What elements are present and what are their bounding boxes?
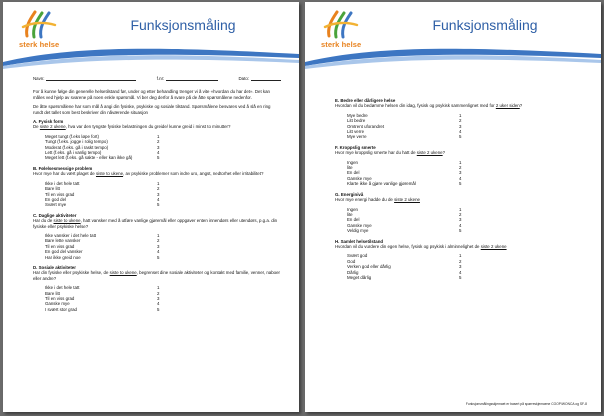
answer-option-number[interactable]: 4 [459, 222, 462, 228]
answer-option-number[interactable]: 2 [459, 165, 462, 171]
answer-option-number[interactable]: 5 [157, 155, 160, 161]
answer-option-number[interactable]: 1 [157, 180, 160, 186]
answer-option-label: Tungt (f.eks. jogge i rolig tempo) [45, 139, 108, 145]
answer-option[interactable] [45, 255, 281, 260]
logo-mark-icon [21, 10, 57, 40]
answer-option-number[interactable]: 2 [459, 258, 462, 264]
answer-options [347, 113, 583, 140]
answer-option-label: I svært stor grad [45, 306, 77, 312]
question-text-start: Hvordan vil du vurdere din egen helse, fysisk og psykisk i alminnelighet de [335, 243, 481, 249]
question-text-start: Har din fysiske eller psykiske helse, de [33, 270, 110, 276]
answer-option[interactable] [45, 155, 281, 160]
question-title: E. Bedre eller dårligere helse [335, 98, 396, 103]
answer-option-number[interactable]: 1 [157, 285, 160, 291]
name-line[interactable] [46, 76, 136, 81]
answer-option-label: Moderat (f.eks. gå i raskt tempo) [45, 144, 109, 150]
answer-option[interactable] [45, 202, 281, 207]
footer-note: Funksjonsmålingsskjemaet er basert på spørreskjemaene COOP/WONCA og SF-8 [465, 402, 587, 406]
answer-option-label: lite [347, 211, 353, 217]
header-wave-decoration [3, 44, 299, 70]
answer-option-number[interactable]: 1 [459, 112, 462, 118]
answer-option-label: Ganske mye [347, 175, 372, 181]
answer-option-number[interactable]: 2 [459, 211, 462, 217]
question-title: D. Sosiale aktiviteter [33, 264, 76, 270]
question-period: 2 uker siden [495, 103, 520, 109]
answer-option-label: Lett (f.eks. gå i vanlig tempo) [45, 150, 102, 156]
answer-option-number[interactable]: 1 [157, 232, 160, 238]
birth-number-line[interactable] [166, 76, 218, 81]
question-text [33, 218, 281, 229]
question-text-start: Hvordan vil du bedømme helsen din idag, fysisk og psykisk sammenlignet med for [335, 103, 496, 109]
question-text-start: Hvor mye kroppslig smerte har du hatt de [335, 150, 417, 156]
answer-option-number[interactable]: 5 [157, 306, 160, 312]
question-text-start: Har du de [33, 218, 54, 224]
question-section [335, 145, 583, 187]
answer-option-number[interactable]: 4 [157, 249, 160, 255]
question-title: H. Samlet helsetilstand [335, 238, 384, 244]
answer-option-number[interactable]: 2 [157, 186, 160, 192]
answer-option-label: Bare litt [45, 186, 60, 192]
question-section [335, 192, 583, 234]
question-text-end: ? [519, 103, 523, 109]
answer-option-number[interactable]: 2 [157, 139, 160, 145]
logo-mark-icon [323, 10, 359, 40]
answer-option-number[interactable]: 3 [459, 264, 462, 270]
question-text-start: De [33, 124, 40, 130]
answer-option-number[interactable]: 5 [157, 202, 160, 208]
answer-option-number[interactable]: 5 [459, 228, 462, 234]
answer-option-number[interactable]: 1 [459, 159, 462, 165]
right-sections [335, 98, 583, 280]
date-label: Dato: [238, 76, 249, 81]
answer-option-label: Har ikke greid noe [45, 254, 81, 260]
answer-option-label: Meget tungt (f.eks løpe fort) [45, 133, 99, 139]
question-text [33, 124, 281, 129]
answer-option-number[interactable]: 1 [157, 133, 160, 139]
question-section [33, 166, 281, 208]
question-text-end: , hva var den tyngste fysiske belastningen du greide/ kunne greid i minst to minutter? [65, 124, 231, 130]
answer-option-label: Meget lett (f.eks. gå sakte - eller kan ikke gå) [45, 155, 133, 161]
answer-option-label: Ganske mye [347, 222, 372, 228]
answer-options [347, 207, 583, 234]
answer-option-number[interactable]: 3 [157, 296, 160, 301]
question-period: siste to ukene [53, 218, 81, 224]
header-wave-decoration [305, 44, 601, 70]
answer-option[interactable] [347, 134, 583, 139]
answer-option-label: En del [347, 217, 360, 223]
answer-option-label: God [347, 258, 356, 264]
question-section [335, 239, 583, 281]
answer-option-number[interactable]: 2 [459, 118, 462, 124]
page-title: Funksjonsmåling [130, 17, 236, 33]
intro-paragraph-2: De åtte spørsmålene har som mål å angi din fysiske, psykiske og sosiale tilstand. Spørsmålene besvares ved å slå en ring rundt det tallet som best beskriver din nåværende situasjon [33, 104, 271, 115]
date-field[interactable] [239, 76, 282, 81]
answer-option-label: Mye bedre [347, 112, 368, 118]
page-1 [3, 2, 299, 412]
answer-option-label: Litt verre [347, 129, 365, 135]
question-title: G. Energinivå [335, 191, 364, 197]
question-period: siste to ukene [95, 171, 124, 177]
answer-option-label: En god del vansker [45, 249, 83, 255]
answer-option-number[interactable]: 1 [459, 253, 462, 259]
name-field[interactable] [33, 76, 136, 81]
answer-option-label: Meget dårlig [347, 274, 372, 280]
question-period: siste 2 ukene [39, 124, 66, 130]
question-text [335, 244, 583, 249]
question-title: C. Daglige aktiviteter [33, 212, 77, 218]
answer-option-number[interactable]: 3 [157, 144, 160, 150]
answer-option-number[interactable]: 4 [157, 301, 160, 307]
answer-option-label: lite [347, 165, 353, 171]
logo-text: sterk helse [19, 40, 60, 49]
question-text [335, 197, 583, 202]
answer-option[interactable] [45, 307, 281, 312]
date-line[interactable] [251, 76, 281, 81]
answer-option-label: Verken god eller dårlig [347, 264, 391, 270]
answer-option-number[interactable]: 2 [157, 238, 160, 244]
page-2 [305, 2, 601, 412]
question-text-start: Hvor mye energi hadde du de [335, 197, 395, 203]
answer-option-number[interactable]: 1 [459, 206, 462, 212]
right-body [335, 94, 583, 285]
answer-option-label: Til en viss grad [45, 296, 75, 301]
question-title: A. Fysisk form [33, 119, 64, 125]
answer-option-number[interactable]: 3 [157, 191, 160, 197]
left-sections [33, 119, 281, 312]
answer-option-label: Bare litt [45, 290, 60, 296]
question-text-end: , av psykiske problemer som indre uro, angst, nedtorhet eller irritabilitet? [123, 171, 264, 177]
question-title: F. Kroppslig smerte [335, 144, 376, 150]
answer-option-label: Omtrent uforandret [347, 123, 385, 129]
question-section [33, 213, 281, 260]
answer-option-label: En god del [45, 196, 66, 202]
answer-option-label: Ganske mye [45, 301, 70, 307]
question-text [335, 150, 583, 155]
patient-fields [33, 76, 281, 81]
question-period: siste 2 ukene [394, 197, 420, 203]
question-text-end: , begrenset dine sosiale aktiviteter og kontakt med familie, venner, naboer eller andre? [33, 270, 280, 281]
answer-option[interactable] [347, 275, 583, 280]
answer-option-number[interactable]: 4 [459, 175, 462, 181]
answer-option-label: Veldig mye [347, 228, 369, 234]
answer-option-label: Litt bedre [347, 118, 366, 124]
question-text-end: ? [442, 150, 446, 156]
answer-option-label: Svært god [347, 253, 368, 259]
answer-options [45, 134, 281, 161]
answer-options [45, 181, 281, 208]
answer-option-label: Ikke vansker i det hele tatt [45, 232, 97, 238]
answer-option-number[interactable]: 5 [459, 134, 462, 140]
question-section [33, 119, 281, 161]
answer-option-number[interactable]: 3 [459, 123, 462, 129]
answer-option-number[interactable]: 3 [459, 170, 462, 176]
answer-options [347, 160, 583, 187]
question-period: siste 2 ukene [480, 243, 507, 249]
answer-option-label: Klarte ikke å gjøre vanlige gjøremål [347, 181, 416, 187]
question-text [33, 171, 281, 176]
answer-option-number[interactable]: 3 [157, 243, 160, 249]
answer-option-label: Ingen [347, 206, 358, 212]
birth-number-label: f.nr: [156, 76, 165, 81]
question-section [33, 265, 281, 312]
answer-option-label: Bare lette vansker [45, 238, 81, 244]
answer-option[interactable] [347, 181, 583, 186]
answer-option[interactable] [347, 228, 583, 233]
answer-options [45, 233, 281, 260]
answer-option-label: Svært mye [45, 202, 67, 208]
name-label: Navn: [33, 76, 45, 81]
answer-option-label: Til en viss grad [45, 191, 75, 197]
question-period: siste to ukene [109, 270, 137, 276]
answer-option-label: Mye verre [347, 134, 367, 140]
answer-option-number[interactable]: 2 [157, 290, 160, 296]
answer-options [347, 253, 583, 280]
question-text-start: Hvor mye har du vært plaget de [33, 171, 96, 177]
answer-option-number[interactable]: 5 [157, 254, 160, 260]
question-title: B. Følelsesmessige problem [33, 165, 93, 171]
answer-option-label: Til en viss grad [45, 243, 75, 249]
question-period: siste 2 ukene [416, 150, 443, 156]
answer-option-number[interactable]: 5 [459, 181, 462, 187]
answer-option-label: Ikke i det hele tatt [45, 180, 80, 186]
question-section [335, 98, 583, 140]
answer-option-label: Ingen [347, 159, 358, 165]
answer-option-number[interactable]: 4 [157, 150, 160, 156]
answer-option-label: Dårlig [347, 269, 359, 275]
answer-option-number[interactable]: 4 [157, 196, 160, 202]
answer-option-label: En del [347, 170, 360, 176]
intro-paragraph-1: For å kunne følge din generelle helsetilstand før, under og etter behandling trenger vi å vite «hvordan du har det». Det kan måles ved hjelp av svarene på noen enkle spørsmål. Vi ber deg derfor å svare på de åtte spørsmålene nedenfor. [33, 89, 270, 100]
answer-option-number[interactable]: 4 [459, 129, 462, 135]
question-text-end: , hatt vansker med å utføre vanlige gjøremål eller oppgaver enten innendørs eller utendørs, p.g.a. din fysiske eller psykiske helse? [33, 218, 278, 229]
answer-option-number[interactable]: 5 [459, 274, 462, 280]
answer-option-number[interactable]: 3 [459, 217, 462, 223]
answer-option-number[interactable]: 4 [459, 269, 462, 275]
page-title: Funksjonsmåling [432, 17, 538, 33]
left-body [33, 76, 281, 317]
birth-number-field[interactable] [157, 76, 219, 81]
answer-option-label: Ikke i det hele tatt [45, 285, 80, 291]
question-text [33, 270, 281, 281]
question-text [335, 103, 583, 108]
answer-options [45, 285, 281, 312]
logo-text: sterk helse [321, 40, 362, 49]
